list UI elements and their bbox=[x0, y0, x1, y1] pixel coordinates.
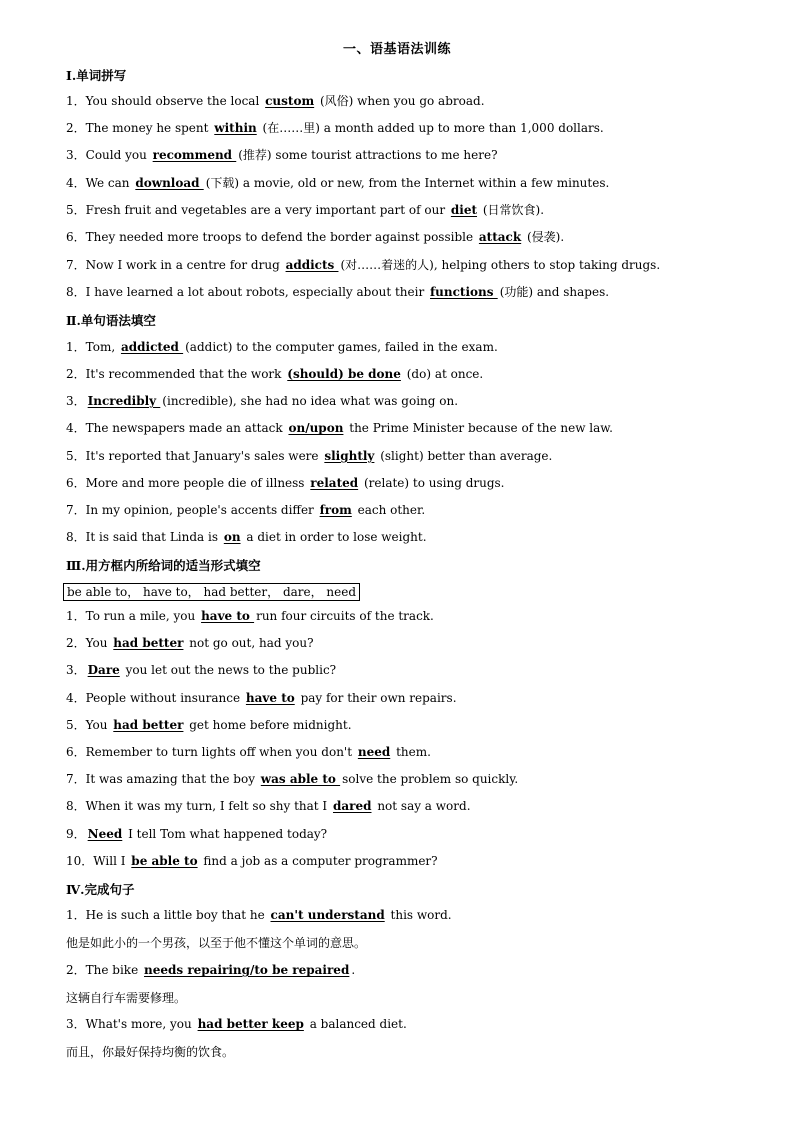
s4-item: 2．The bike needs repairing/to be repaired . bbox=[66, 963, 356, 977]
answer: on bbox=[223, 530, 241, 544]
s2-item: 5．It's reported that January's sales were slightly (slight) better than average. bbox=[66, 449, 553, 463]
answer: Need bbox=[87, 827, 123, 841]
s4-translation: 而且，你最好保持均衡的饮食。 bbox=[66, 1045, 235, 1059]
answer: needs repairing/to be repaired bbox=[144, 963, 350, 977]
answer: have to bbox=[201, 609, 255, 623]
s1-item: 5．Fresh fruit and vegetables are a very important part of our diet (日常饮食). bbox=[66, 203, 545, 217]
s1-item: 8．I have learned a lot about robots, especially about their functions (功能) and shapes. bbox=[66, 285, 610, 299]
s2-item: 3． Incredibly (incredible), she had no idea what was going on. bbox=[66, 394, 459, 408]
answer: (should) be done bbox=[287, 367, 401, 381]
answer: was able to bbox=[260, 772, 341, 786]
section-3-heading: Ⅲ.用方框内所给词的适当形式填空 bbox=[66, 558, 261, 573]
s1-item: 7．Now I work in a centre for drug addicts (对……着迷的人), helping others to stop taking drugs. bbox=[66, 258, 661, 272]
answer: Incredibly bbox=[87, 394, 161, 408]
answer: related bbox=[310, 476, 359, 490]
s4-translation: 他是如此小的一个男孩，以至于他不懂这个单词的意思。 bbox=[66, 936, 367, 950]
answer: within bbox=[214, 121, 257, 135]
s3-item: 7．It was amazing that the boy was able to solve the problem so quickly. bbox=[66, 772, 519, 786]
s3-item: 3． Dare you let out the news to the public? bbox=[66, 663, 337, 677]
answer: addicted bbox=[120, 340, 184, 354]
answer: need bbox=[357, 745, 391, 759]
s3-item: 5．You had better get home before midnight. bbox=[66, 718, 352, 732]
s1-item: 1．You should observe the local custom (风俗) when you go abroad. bbox=[66, 94, 485, 108]
s3-item: 8．When it was my turn, I felt so shy that I dared not say a word. bbox=[66, 799, 471, 813]
section-1-heading: Ⅰ.单词拼写 bbox=[66, 68, 127, 83]
answer: custom bbox=[265, 94, 315, 108]
answer: have to bbox=[245, 691, 295, 705]
s2-item: 7．In my opinion, people's accents differ from each other. bbox=[66, 503, 426, 517]
s1-item: 2．The money he spent within (在……里) a month added up to more than 1,000 dollars. bbox=[66, 121, 604, 135]
answer: Dare bbox=[87, 663, 120, 677]
s2-item: 6．More and more people die of illness related (relate) to using drugs. bbox=[66, 476, 505, 490]
answer: dared bbox=[332, 799, 372, 813]
answer: recommend bbox=[152, 148, 237, 162]
answer: on/upon bbox=[288, 421, 344, 435]
s2-item: 8．It is said that Linda is on a diet in order to lose weight. bbox=[66, 530, 427, 544]
s3-item: 10．Will I be able to find a job as a computer programmer? bbox=[66, 854, 438, 868]
answer: had better keep bbox=[197, 1017, 304, 1031]
answer: from bbox=[319, 503, 352, 517]
answer: diet bbox=[450, 203, 478, 217]
s4-item: 1．He is such a little boy that he can't understand this word. bbox=[66, 908, 452, 922]
answer: had better bbox=[113, 718, 184, 732]
answer: addicts bbox=[285, 258, 339, 272]
s3-item: 4．People without insurance have to pay for their own repairs. bbox=[66, 691, 457, 705]
s1-item: 6．They needed more troops to defend the border against possible attack (侵袭). bbox=[66, 230, 565, 244]
answer: download bbox=[135, 176, 204, 190]
answer: slightly bbox=[324, 449, 375, 463]
s1-item: 4．We can download (下载) a movie, old or new, from the Internet within a few minutes. bbox=[66, 176, 610, 190]
page-title: 一、语基语法训练 bbox=[342, 42, 451, 57]
s2-item: 4．The newspapers made an attack on/upon the Prime Minister because of the new law. bbox=[66, 421, 613, 435]
s3-item: 6．Remember to turn lights off when you don't need them. bbox=[66, 745, 431, 759]
s2-item: 2．It's recommended that the work (should) be done (do) at once. bbox=[66, 367, 484, 381]
word-box: be able to， have to， had better， dare， need bbox=[63, 583, 360, 601]
s3-item: 1．To run a mile, you have to run four circuits of the track. bbox=[66, 609, 434, 623]
section-4-heading: Ⅳ.完成句子 bbox=[66, 882, 135, 897]
answer: attack bbox=[478, 230, 522, 244]
s3-item: 2．You had better not go out, had you? bbox=[66, 636, 314, 650]
section-2-heading: Ⅱ.单句语法填空 bbox=[66, 313, 156, 328]
s4-translation: 这辆自行车需要修理。 bbox=[66, 991, 187, 1005]
answer: be able to bbox=[131, 854, 198, 868]
s3-item: 9． Need I tell Tom what happened today? bbox=[66, 827, 328, 841]
answer: had better bbox=[113, 636, 184, 650]
s1-item: 3．Could you recommend (推荐) some tourist attractions to me here? bbox=[66, 148, 498, 162]
s2-item: 1．Tom, addicted (addict) to the computer games, failed in the exam. bbox=[66, 340, 498, 354]
answer: can't understand bbox=[270, 908, 385, 922]
s4-item: 3．What's more, you had better keep a balanced diet. bbox=[66, 1017, 407, 1031]
answer: functions bbox=[430, 285, 498, 299]
